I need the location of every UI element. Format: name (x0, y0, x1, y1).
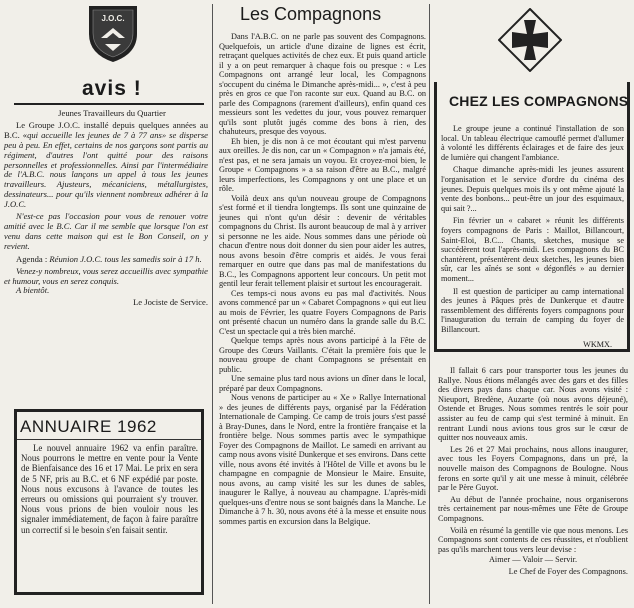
joc-closing: A bientôt. (16, 285, 50, 296)
comp-paragraph-1: Dans l'A.B.C. on ne parle pas souvent des Compagnons. Quelquefois, un article d'une dizaine de lignes est écrit, retraçant quelques activités de chez eux. Et puis quand article il y a on peut remarquer à chaque fois ou presque : « Les Compagnons ont arrangé leur local, les Compagnons s'occupent du cinéma le Dimanche après-midi... », c'est à peu près en gros ce que l'on raconte sur eux. Quand au B.C. on parle des Compagnons (rarement d'ailleurs), enfin quand ces messieurs sont les vedettes du jour, vous pouvez remarquer qu'ils sont plutôt jugés comme des bons à rien, des chahuteurs, presque des voyous. (219, 32, 426, 136)
annuaire-text: Le nouvel annuaire 1962 va enfin paraître. Nous pourrons le mettre en vente pour la Vente de Bienfaisance des 16 et 17 Mai. Le prix en sera de 5 NF, pris au B.C. et 6 NF expédié par poste. Nous nous excusons à l'avance de toutes les erreurs ou omissions qui pourraient s'y trouver. Nous vous prions de bien vouloir nous les signaler immédiatement, de façon à faire paraître un correctif si le besoin s'en faisait sentir. (21, 443, 198, 535)
joc-signature: Le Jociste de Service. (133, 297, 208, 308)
joc-paragraph-1: Le Groupe J.O.C. installé depuis quelques années au B.C. «qui accueille les jeunes de 7 à 77 ans» se disperse peu à peu. En effet, certains de nos garçons sont partis au régiment, d'autres l'ont quitté pour des raisons personnelles et professionnelles. Ainsi par l'intermédiaire de l'A.B.C. nous lançons un appel à tous les jeunes travailleurs. Ajusteurs, mécaniciens, métallurgistes, dessinateurs... pour qu'ils viennent nombreux adhérer à la J.O.C. (4, 119, 208, 210)
comp-paragraph-7: Nous venons de participer au « Xe » Rallye International » des jeunes de différents pays, organisé par la Fédération Internationale de Camping. Ce camp de trois jours s'est passé à Bray-Dunes, dans le Nord, entre la frontière française et la frontière belge. Nous sommes partis avec le sympathique Foyer des Compagnons de Maillot. Le samedi en arrivant au camp nous avons visité Dunkerque et ses environs. Dans cette ville, nous avons été invités à l'Hôtel de Ville et avons bu le champagne en compagnie de Monsieur le Maire. Ensuite, nous avons, au camp visité les sur les dunes de sables, inaugurer le Rallye, à nouveau au champagne. L'après-midi quelques-uns d'entre nous se sont baignés dans la Manche. Le Dimanche à 7 h. 30, nous avons été à la messe et ensuite nous sommes partis en excursion dans la Belgique. (219, 393, 426, 526)
chef-signature: Le Chef de Foyer des Compagnons. (508, 566, 628, 576)
boulogne-paragraph: Les 26 et 27 Mai prochains, nous allons inaugurer, avec tous les Foyers Compagnons, dans un pré, la nouvelle maison des Compagnons de Boulogne. Nous ferons en sorte qu'il y ait une messe à minuit, célébrée par le Père Guyot. (438, 444, 628, 493)
column-two (219, 32, 426, 526)
joc-agenda: Agenda : Réunion J.O.C. tous les samedis soir à 17 h. (16, 253, 202, 264)
chez-paragraph-4: Il est question de participer au camp international des jeunes à Pâques près de Dunkerque et d'autre rassemblement des différents foyers compagnons pour l'inauguration du terrain de camping du foyer de Billancourt. (441, 286, 624, 334)
column-three-lower (438, 366, 628, 576)
devise-motto: Aimer — Valoir — Servir. (488, 555, 578, 565)
chez-signature: WKMX. (583, 340, 612, 350)
comp-paragraph-3: Voilà deux ans qu'un nouveau groupe de Compagnons s'est formé et il tiendra longtemps. Ils sont une quinzaine de jeunes qui n'ont qu'un désir : devenir de véritables compagnons du Christ. Ils auront beaucoup de mal à y arriver si personne ne les aide. Nous sommes dans une période où chacun d'entre nous doit donner du sien pour aider les autres, nous avons besoin d'être compris et aidés. Je vous ferai remarquer en outre que dans pas mal de manifestations du B.C., les Compagnons apportent leur concours. Un petit mot gentil leur ferait tellement plaisir et surtout les encouragerait. (219, 193, 426, 288)
rallye-paragraph: Il fallait 6 cars pour transporter tous les jeunes du Rallye. Nous étions mélangés avec des gars et des filles des divers pays dans chaque car. Nous avons visité : Nieuport, Bredène, Auzarte (où nous avons déjeuné), Ostende et Bruges. Nous sommes rentrés le soir pour assister au feu de camp qui s'est terminé à minuit. En rentrant Lundi nous avions tous gros sur le cœur de quitter nos nouveaux amis. (438, 366, 628, 443)
joc-paragraph-3: Venez-y nombreux, vous serez accueillis avec sympathie et humour, vous en serez conquis. (4, 265, 208, 286)
column-three-box-text (441, 124, 624, 350)
badge-text: J.O.C. (101, 14, 125, 23)
chez-paragraph-2: Chaque dimanche après-midi les jeunes assurent l'organisation et le service d'ordre du cinéma des jeunes. Depuis quelques mois ils y ont même ajouté la vente des bonbons... peut-être un jour des esquimaux, qui sait ?... (441, 165, 624, 213)
resume-paragraph: Voilà en résumé la gentille vie que nous menons. Les Compagnons sont contents de ces réussites, et n'oublient pas qu'ils marchent tous vers leur devise : (438, 525, 628, 554)
avis-heading: avis ! (82, 77, 142, 100)
annuaire-title: ANNUAIRE 1962 (20, 417, 157, 436)
comp-paragraph-6: Une semaine plus tard nous avions un dîner dans le local, préparé par deux Compagnons. (219, 374, 426, 393)
joc-paragraph-2: N'est-ce pas l'occasion pour vous de renouer votre amitié avec le B.C. Car il me semble que lorsque l'on est venu dans cette maison qui est le Bon Conseil, on y revient. (4, 211, 208, 251)
fete-paragraph: Au début de l'année prochaine, nous organiserons très certainement par nous-mêmes une Fête de Groupe Compagnons. (438, 494, 628, 523)
comp-paragraph-4: Ces temps-ci nous avons eu pas mal d'activités. Nous avons commencé par un « Cabaret Compagnons » qui eut lieu au mois de Février, les quatre Foyers Compagnons de Paris ont présenté chacun un numéro dans la grande salle du B.C. C'est un spectacle qui a très bien marché. (219, 288, 426, 336)
joc-badge-icon (87, 4, 139, 64)
avis-underline (14, 103, 204, 105)
chez-compagnons-title: CHEZ LES COMPAGNONS (449, 93, 629, 109)
column-divider-left (212, 4, 213, 604)
cross-emblem-icon (498, 8, 562, 72)
annuaire-rule (17, 439, 201, 440)
column-one (4, 109, 208, 308)
column-divider-right (429, 4, 430, 604)
chez-paragraph-3: Fin février un « cabaret » réunit les différents foyers compagnons de Paris : Maillot, Billancourt, Saint-Eloi, B.C... Chants, sketches, musique se succédèrent tout l'après-midi. Les compagnons du BC chantèrent, présentèrent deux sketches, les jeunes bien sûr, car les aînés se sont « dégonflés » au dernier moment... (441, 216, 624, 283)
chez-paragraph-1: Le groupe jeune a continué l'installation de son local. Un tableau électrique camouflé permet d'allumer à volonté les différents éclairages et de faire des jeux de lumière qui changent l'ambiance. (441, 124, 624, 162)
annuaire-body (21, 443, 198, 535)
compagnons-title: Les Compagnons (240, 4, 382, 24)
comp-paragraph-5: Quelque temps après nous avons participé à la Fête de Groupe des Cœurs Vaillants. C'était la première fois que le nouveau groupe de chant Compagnons se présentait en public. (219, 336, 426, 374)
jeunes-subheading: Jeunes Travailleurs du Quartier (58, 108, 166, 118)
comp-paragraph-2: Eh bien, je dis non à ce mot écoutant qui m'est parvenu aux oreilles. Je dis non, car un « Compagnon » n'a jamais été, n'est pas, et ne sera jamais un voyou. Et croyez-moi bien, le Groupe « Compagnons » a sa raison d'être au B.C., malgré leurs imperfections, les Compagnons y ont une place et un rôle. (219, 136, 426, 193)
